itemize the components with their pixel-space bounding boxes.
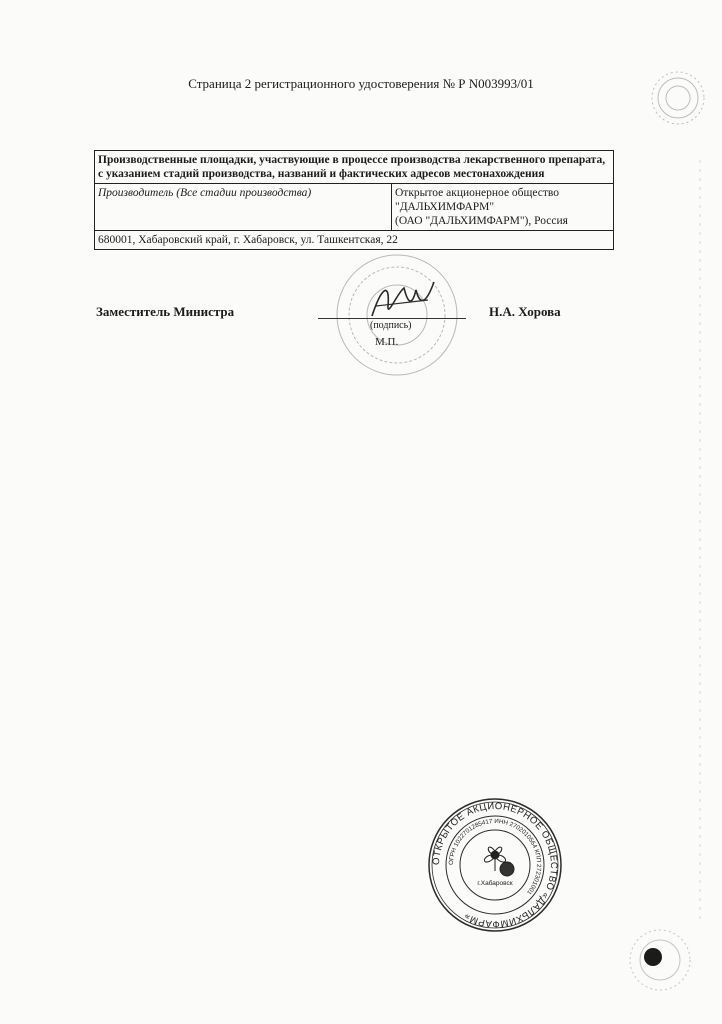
org-short-line: (ОАО "ДАЛЬХИМФАРМ"), Россия [395, 215, 568, 227]
org-name-line: Открытое акционерное общество [395, 187, 559, 199]
handwritten-signature [368, 276, 438, 324]
corner-ornament-top-right [640, 60, 710, 150]
stamp-outer-text: ОТКРЫТОЕ АКЦИОНЕРНОЕ ОБЩЕСТВО «ДАЛЬХИМФАРМ» [430, 800, 560, 930]
stamp-center-text: г.Хабаровск [477, 880, 513, 887]
table-row-manufacturer [95, 184, 614, 231]
seal-place-label: М.П. [375, 336, 399, 348]
stamp-emblem [484, 847, 514, 876]
table-title-cell: Производственные площадки, участвующие в процессе производства лекарственного препарата, с указанием стадий производства, названий и фактических адресов местонахождения [95, 151, 614, 184]
table-row-title [95, 151, 614, 184]
stamp-inner-text: ОГРН 1022701285417 ИНН 2702010564 КПП 272301001 [447, 817, 543, 896]
corner-ornament-bottom-right [615, 915, 705, 1005]
org-brand-line: "ДАЛЬХИМФАРМ" [395, 201, 495, 213]
address-cell: 680001, Хабаровский край, г. Хабаровск, ул. Ташкентская, 22 [95, 231, 614, 250]
table-row-address [95, 231, 614, 250]
signatory-name: Н.А. Хорова [489, 304, 561, 319]
company-stamp [427, 797, 563, 933]
signature-caption: (подпись) [370, 320, 412, 331]
organization-cell [392, 184, 614, 231]
role-cell: Производитель (Все стадии производства) [95, 184, 392, 231]
side-pattern-right [690, 160, 710, 920]
page-header: Страница 2 регистрационного удостоверения № Р N003993/01 [188, 76, 534, 91]
production-sites-table [94, 150, 614, 250]
signatory-position: Заместитель Министра [96, 304, 235, 319]
